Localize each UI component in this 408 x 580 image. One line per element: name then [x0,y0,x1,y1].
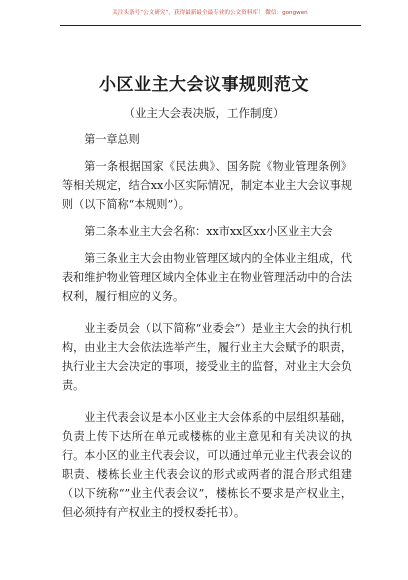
document-body [62,127,352,522]
article-1-paragraph: 第一条根据国家《民法典》、国务院《物业管理条例》等相关规定，结合xx小区实际情况，制定本业主大会议事规则（以下简称“本规则”）。 [62,160,352,211]
header-banner: 关注头条号“公文研究”，获得最新最全最专业的公文资料库！ 微信：gongwen [112,10,308,16]
chapter-heading: 第一章总则 [84,133,140,146]
owners-committee-paragraph: 业主委员会（以下简称“业委会”）是业主大会的执行机构，由业主大会依法选举产生，履行业主大会赋予的职责，执行业主大会决定的事项，接受业主的监督，对业主大会负责。 [62,322,352,392]
document-title: 小区业主大会议事规则范文 [99,75,309,95]
document-subtitle: （业主大会表决版，工作制度） [123,106,285,120]
article-3-paragraph: 第三条业主大会由物业管理区域内的全体业主组成，代表和维护物业管理区域内全体业主在物业管理活动中的合法权利，履行相应的义务。 [62,252,352,303]
article-2-paragraph: 第二条本业主大会名称：xx市xx区xx小区业主大会 [84,225,333,238]
header-divider [60,25,361,26]
owner-representatives-paragraph: 业主代表会议是本小区业主大会体系的中层组织基础，负责上传下达所在单元或楼栋的业主意见和有关决议的执行。本小区的业主代表会议，可以通过单元业主代表会议的职责、楼栋长业主代表会议的形式或两者的混合形式组建（以下统称“”业主代表会议”，楼栋长不要求是产权业主，但必须持有产权业主的授权委托书）。 [62,411,352,519]
